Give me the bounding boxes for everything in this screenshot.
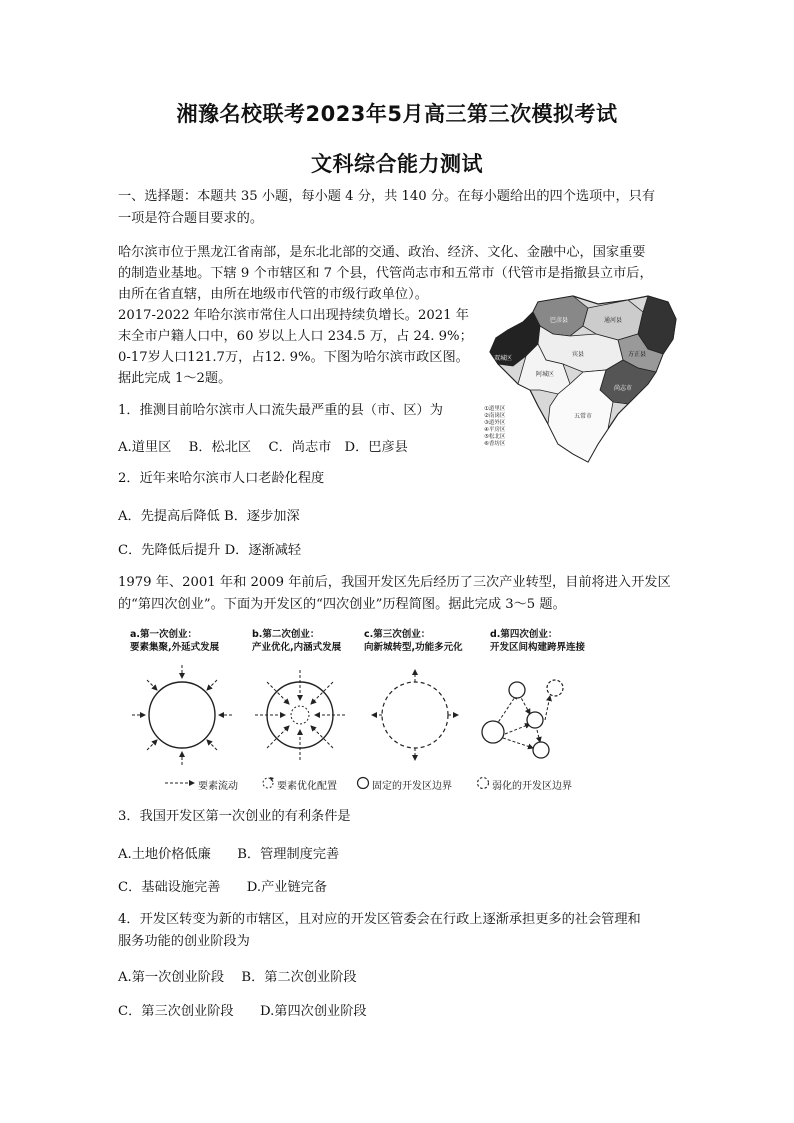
q4-options-ab: A.第一次创业阶段 B．第二次创业阶段 — [118, 970, 357, 985]
diagram-a-title: a.第一次创业： — [130, 629, 198, 640]
map-legend-5: ⑤松北区 — [484, 434, 506, 440]
exam-subtitle: 文科综合能力测试 — [311, 152, 483, 176]
map-label-acheng: 阿城区 — [536, 371, 555, 378]
q2-options-ab: A．先提高后降低 B．逐步加深 — [118, 509, 300, 524]
diagram-a-desc: 要素集聚,外延式发展 — [130, 642, 220, 653]
q3-stem: 3．我国开发区第一次创业的有利条件是 — [118, 809, 351, 824]
map-label-bayan: 巴彦县 — [550, 317, 569, 324]
map-legend-1: ①道里区 — [484, 406, 506, 412]
material1-line-6: 0-17岁人口121.7万，占12. 9%。下图为哈尔滨市政区图。 — [118, 350, 469, 365]
diagram-b-desc: 产业优化,内涵式发展 — [252, 642, 342, 653]
q1-options: A.道里区 B．松北区 C．尚志市 D．巴彦县 — [118, 440, 408, 455]
map-label-binxian: 宾县 — [572, 351, 585, 358]
q3-options-cd: C．基础设施完善 D.产业链完备 — [118, 880, 328, 895]
map-legend-6: ⑥香坊区 — [484, 441, 506, 447]
section-instruction-line-1: 一、选择题：本题共 35 小题，每小题 4 分，共 140 分。在每小题给出的四个选项中，只有 — [118, 189, 656, 204]
map-label-shangzhi: 尚志市 — [614, 385, 633, 392]
diagram-d-title: d.第四次创业： — [490, 629, 558, 640]
section-instruction-line-2: 一项是符合题目要求的。 — [118, 211, 264, 226]
diagram-b-title: b.第二次创业： — [252, 629, 320, 640]
q4-stem-line-1: 4．开发区转变为新的市辖区，且对应的开发区管委会在行政上逐渐承担更多的社会管理和 — [118, 912, 641, 927]
map-label-fangzheng: 方正县 — [628, 351, 647, 358]
map-legend-3: ③道外区 — [484, 420, 506, 426]
legend-weak-boundary-icon — [476, 776, 490, 790]
material1-line-2: 的制造业基地。下辖 9 个市辖区和 7 个县，代管尚志市和五常市（代管市是指撤县立市后， — [118, 266, 653, 281]
entrepreneurship-stage-diagram — [125, 660, 605, 770]
map-label-wuchang: 五常市 — [574, 413, 593, 420]
q3-options-ab: A.土地价格低廉 B．管理制度完善 — [118, 847, 340, 862]
q4-options-cd: C．第三次创业阶段 D.第四次创业阶段 — [118, 1004, 367, 1019]
exam-title: 湘豫名校联考2023年5月高三第三次模拟考试 — [176, 102, 618, 126]
map-label-tonghe: 通河县 — [604, 317, 623, 324]
q4-stem-line-2: 服务功能的创业阶段为 — [118, 934, 250, 949]
legend-optimize-icon — [260, 775, 276, 791]
material1-line-5: 末全市户籍人口中，60 岁以上人口 234.5 万，占 24. 9%； — [118, 329, 473, 344]
material1-line-4: 2017-2022 年哈尔滨市常住人口出现持续负增长。2021 年 — [118, 308, 469, 323]
legend-flow-icon — [165, 777, 195, 789]
material1-line-1: 哈尔滨市位于黑龙江省南部，是东北北部的交通、政治、经济、文化、金融中心，国家重要 — [118, 245, 646, 260]
material1-line-7: 据此完成 1～2题。 — [118, 371, 232, 386]
material1-line-3: 由所在省直辖，由所在地级市代管的市级行政单位）。 — [118, 287, 428, 302]
material2-line-1: 1979 年、2001 年和 2009 年前后，我国开发区先后经历了三次产业转型，目前将进入开发区 — [118, 575, 671, 590]
stage-d-graphic — [482, 680, 563, 758]
diagram-d-desc: 开发区间构建跨界连接 — [490, 642, 586, 653]
legend-fixed-boundary-label: 固定的开发区边界 — [372, 781, 452, 792]
stage-b-graphic — [255, 670, 345, 760]
legend-flow-label: 要素流动 — [198, 781, 238, 792]
map-legend-2: ②南岗区 — [484, 413, 506, 419]
stage-c-graphic — [372, 670, 458, 760]
diagram-c-desc: 向新城转型,功能多元化 — [364, 642, 463, 653]
map-legend-4: ④平房区 — [484, 427, 506, 433]
legend-weak-boundary-label: 弱化的开发区边界 — [492, 781, 572, 792]
map-label-shuangcheng: 双城区 — [494, 355, 513, 362]
stage-a-graphic — [132, 665, 232, 765]
harbin-district-map — [478, 294, 678, 466]
legend-fixed-boundary-icon — [356, 776, 370, 790]
q2-options-cd: C．先降低后提升 D．逐渐减轻 — [118, 543, 302, 558]
diagram-c-title: c.第三次创业： — [364, 629, 431, 640]
legend-optimize-label: 要素优化配置 — [277, 781, 337, 792]
material2-line-2: 的“第四次创业”。下面为开发区的“四次创业”历程简图。据此完成 3～5 题。 — [118, 597, 566, 612]
q1-stem: 1．推测目前哈尔滨市人口流失最严重的县（市、区）为 — [118, 403, 443, 418]
q2-stem: 2．近年来哈尔滨市人口老龄化程度 — [118, 471, 325, 486]
